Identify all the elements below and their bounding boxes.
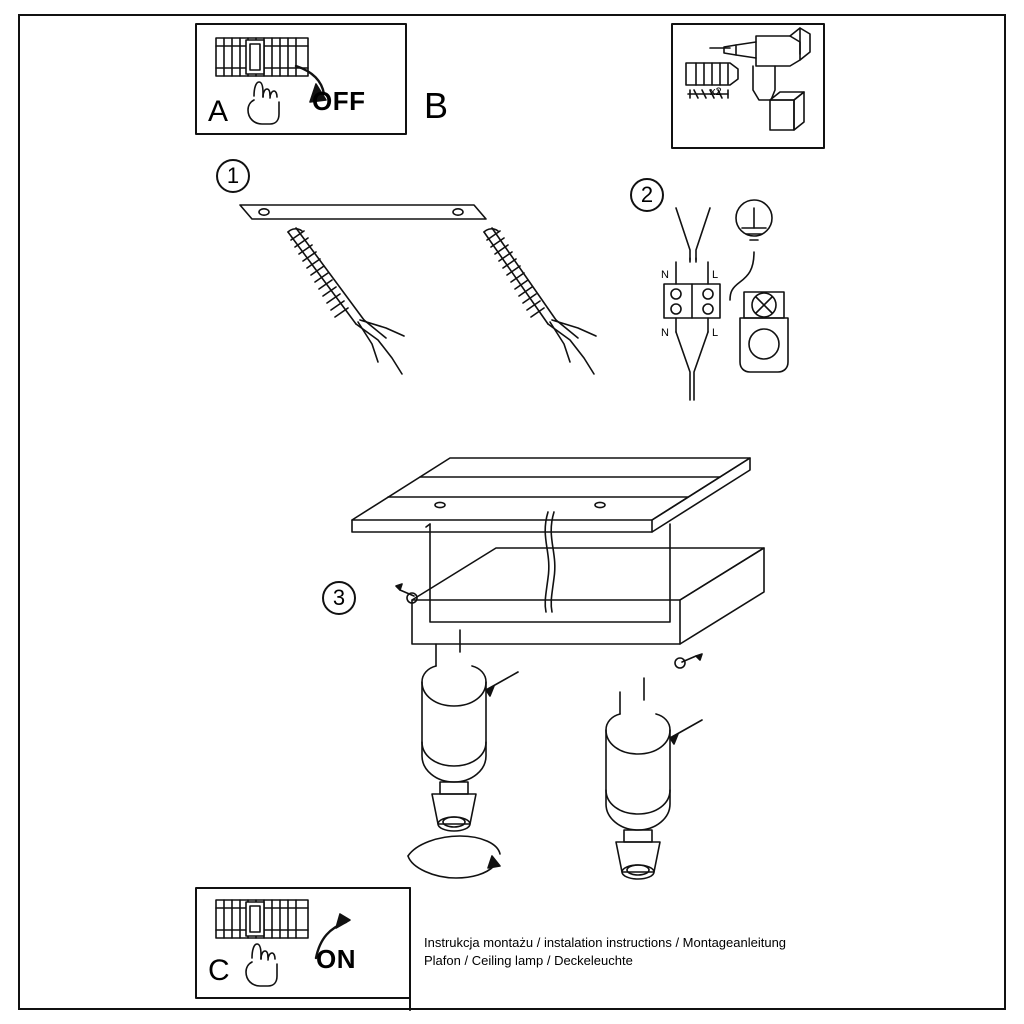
hand-icon-a xyxy=(248,82,279,124)
terminal-label-top-n: N xyxy=(661,269,669,281)
terminal-label-bottom-l: L xyxy=(712,327,719,339)
wall-plug-icon xyxy=(686,63,738,85)
rotation-arrow xyxy=(408,836,500,878)
drill-icon xyxy=(710,28,810,130)
spot-left xyxy=(422,630,518,831)
spot-right xyxy=(606,678,702,879)
terminal-label-top-l: L xyxy=(712,269,719,281)
step-number-3: 3 xyxy=(322,581,356,615)
terminal-block-c xyxy=(216,900,308,938)
bar-screw-right xyxy=(675,654,702,668)
step-c-action-label: ON xyxy=(316,944,356,974)
step1-cable-right xyxy=(484,228,596,374)
step-a-action-label: OFF xyxy=(312,86,366,116)
terminal-label-bottom-n: N xyxy=(661,327,669,339)
step3-lamp-assembly xyxy=(352,458,764,879)
step2-wiring xyxy=(664,200,788,400)
step-label-c: C xyxy=(208,954,230,987)
step-label-a: A xyxy=(208,95,229,128)
hand-icon-c xyxy=(246,944,277,986)
footer-line-2: Plafon / Ceiling lamp / Deckeleuchte xyxy=(424,953,633,968)
step-label-b: B xyxy=(424,85,449,126)
step1-cable-left xyxy=(288,228,404,374)
terminal-block-a xyxy=(216,38,308,76)
screw-icon xyxy=(688,90,728,98)
footer-line-1: Instrukcja montażu / instalation instructions / Montageanleitung xyxy=(424,935,787,950)
step1-mounting-bar xyxy=(240,205,486,219)
step-number-2: 2 xyxy=(630,178,664,212)
step-number-1: 1 xyxy=(216,159,250,193)
step-b-quantity-label: x2 xyxy=(710,86,722,98)
